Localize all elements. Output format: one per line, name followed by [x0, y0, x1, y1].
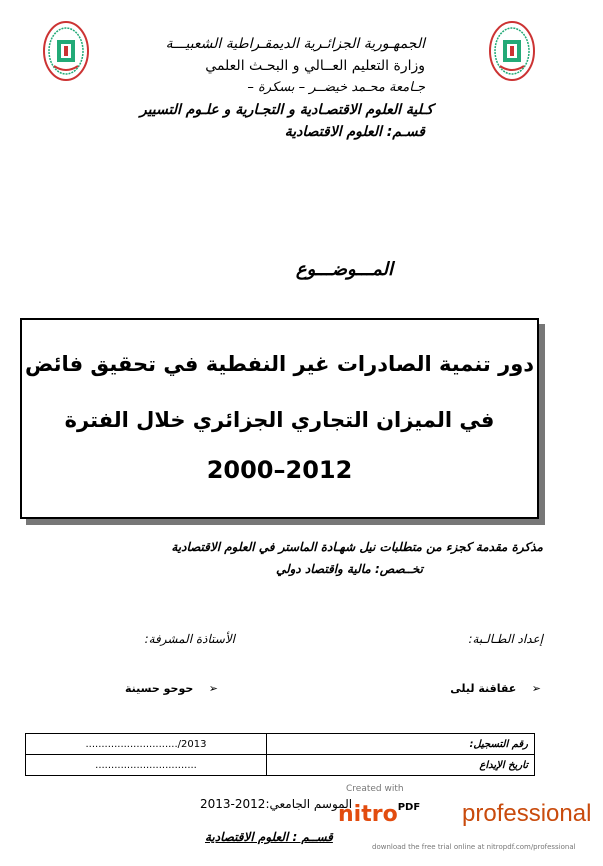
supervisor-name: حوحو حسينة: [125, 682, 194, 695]
header-faculty: كـلية العلوم الاقتصـادية و التجـارية و علـوم التسيير: [139, 102, 433, 118]
title-line-1: دور تنمية الصادرات غير النفطية في تحقيق فائض: [24, 352, 535, 376]
supervisor-entry: [125, 682, 218, 695]
header-ministry: وزارة التعليم العــالي و البحـث العلمي: [205, 58, 425, 74]
title-line-2: في الميزان التجاري الجزائري خلال الفترة: [64, 408, 495, 432]
title-frame: [20, 318, 539, 519]
memo-line-1: مذكرة مقدمة كجزء من متطلبات نيل شهـادة الماستر في العلوم الاقتصادية: [171, 540, 543, 554]
header-department: قسـم: العلوم الاقتصادية: [284, 124, 425, 140]
prepared-by-entry: [450, 682, 541, 695]
prepared-by-label: إعداد الطـالـبة:: [468, 632, 543, 646]
registration-number-value: ............................./2013: [26, 734, 267, 755]
nitro-pdf-text: PDF: [397, 802, 421, 813]
deposit-date-label: تاريخ الإيداع: [267, 755, 535, 776]
title-period: 2000–2012: [206, 456, 353, 484]
nitro-watermark: [338, 802, 420, 827]
student-name: عقاقنة ليلى: [450, 682, 517, 695]
watermark-professional: professional: [462, 800, 592, 827]
left-university-seal-icon: [42, 20, 90, 82]
watermark-download-text: download the free trial online at nitropdf.com/professional: [372, 843, 576, 851]
right-university-seal-icon: [488, 20, 536, 82]
footer-department: قســم : العلوم الاقتصادية: [205, 830, 333, 844]
bullet-arrow-icon: ➢: [208, 682, 218, 695]
table-row: [26, 755, 535, 776]
memo-specialty: تخــصص: مالية واقتصاد دولي: [275, 562, 423, 576]
academic-year: الموسم الجامعي:2012-2013: [200, 797, 353, 811]
table-row: [26, 734, 535, 755]
bullet-arrow-icon: ➢: [531, 682, 541, 695]
supervisor-label: الأستاذة المشرفة:: [144, 632, 235, 646]
nitro-logo-text: nitro: [338, 802, 398, 827]
registration-number-label: رقم التسجيل:: [267, 734, 535, 755]
watermark-created-with: Created with: [346, 784, 404, 794]
header-republic: الجمهـورية الجزائـرية الديمقـراطية الشعبيـــة: [165, 36, 425, 52]
header-university: جـامعة محـمد خيضــر – بسكرة –: [247, 80, 425, 95]
registration-table: [25, 733, 535, 776]
subject-heading: المـــوضـــوع: [295, 259, 393, 280]
deposit-date-value: ................................: [26, 755, 267, 776]
